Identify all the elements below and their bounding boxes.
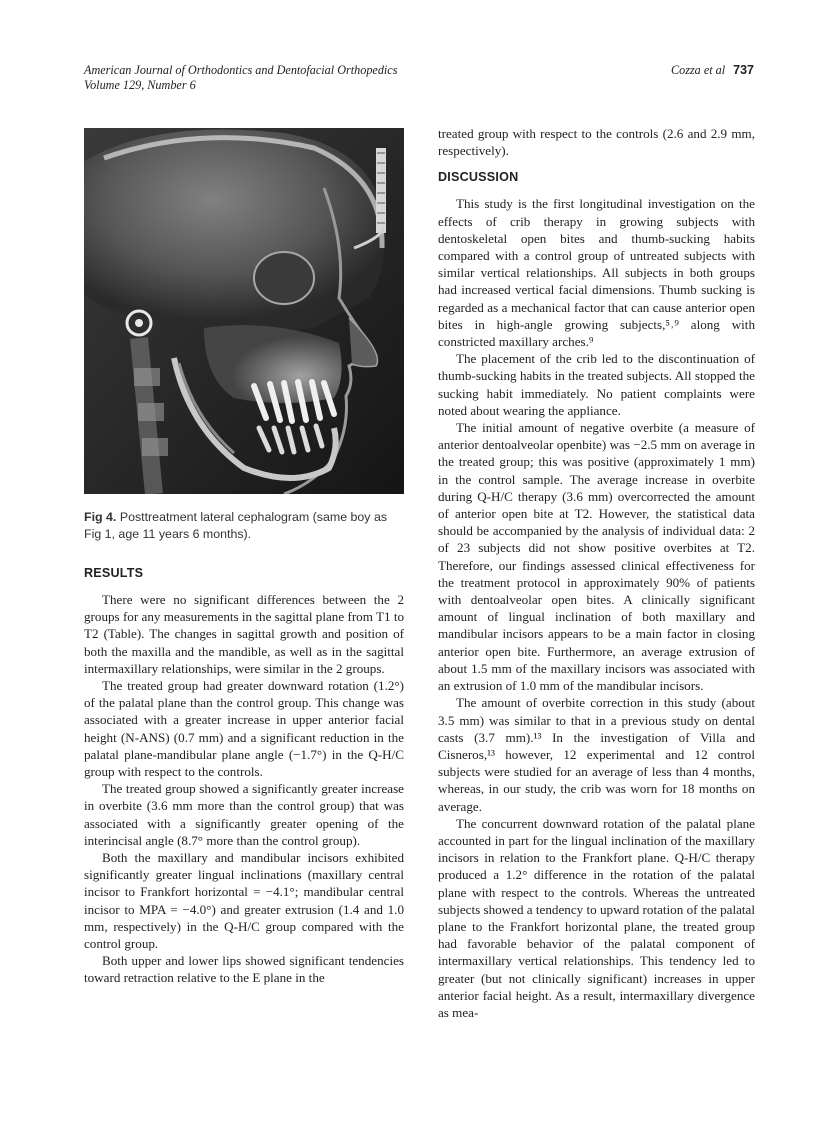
discussion-paragraph: The placement of the crib led to the discontinuation of thumb-sucking habits in the treated subjects. All stopped the sucking habit immediately. No patient complaints were noted about wearing the appliance. — [438, 351, 755, 418]
running-header-right — [671, 63, 754, 78]
running-header-left — [84, 63, 397, 93]
results-paragraph: The treated group had greater downward rotation (1.2°) of the palatal plane than the control group. This change was associated with a greater increase in upper anterior facial height (N-ANS) (0.7 mm) and a significant reduction in the palatal plane-mandibular plane angle (−1.7°) in the Q-H/C group with respect to the controls. — [84, 678, 404, 780]
results-heading: RESULTS — [84, 566, 144, 580]
right-column — [438, 125, 755, 1021]
discussion-heading: DISCUSSION — [438, 170, 519, 185]
discussion-paragraph: The initial amount of negative overbite (a measure of anterior dentoalveolar openbite) was −2.5 mm on average in the treated group; this was positive (approximately 1 mm) in the control sample. The average increase in overbite during Q-H/C therapy (3.6 mm) overcorrected the amount of anterior open bite at T2. However, the statistical data should be accompanied by the analysis of individual data: 2 of 23 subjects did not show positive overbites at T2. Therefore, our findings assessed clinical effectiveness for the treatment protocol in approximately 90% of patients with dentoalveolar open bites. A clinically significant amount of lingual inclination of both maxillary and mandibular incisors appears to be a main factor in closing anterior open bite. Furthermore, an average extrusion of about 1.5 mm of the maxillary incisors was associated with an extrusion of 1.0 mm of the mandibular incisors. — [438, 420, 755, 694]
page-number: 737 — [733, 63, 754, 77]
header-authors: Cozza et al — [670, 63, 726, 77]
figure-caption — [84, 509, 404, 542]
figure-label: Fig 4. — [84, 510, 117, 524]
figure-caption-text: Posttreatment lateral cephalogram (same boy as Fig 1, age 11 years 6 months). — [84, 510, 388, 541]
journal-volume: Volume 129, Number 6 — [84, 78, 196, 92]
cephalogram-figure — [84, 128, 404, 494]
discussion-paragraph: The amount of overbite correction in this study (about 3.5 mm) was similar to that in a previous study on dental casts (3.7 mm).¹³ In the investigation of Villa and Cisneros,¹³ however, 12 experimental and 12 control subjects were studied for an average of less than 4 months, whereas, in our study, the crib was worn for 18 months on average. — [438, 695, 755, 814]
results-paragraph: There were no significant differences between the 2 groups for any measurements in the sagittal plane from T1 to T2 (Table). The changes in sagittal growth and position of both the maxilla and the mandible, as well as in the sagittal intermaxillary relationships, were similar in the 2 groups. — [84, 592, 404, 676]
xray-image — [84, 128, 404, 494]
continuation-paragraph: treated group with respect to the controls (2.6 and 2.9 mm, respectively). — [438, 126, 755, 159]
discussion-paragraph: The concurrent downward rotation of the palatal plane accounted in part for the lingual inclination of the maxillary incisors in relation to the Frankfort plane. Q-H/C therapy produced a 1.2° difference in the rotation of the palatal plane with respect to the controls. Whereas the untreated subjects showed a tendency to upward rotation of the palatal plane to the Frankfort horizontal plane, the treated group had favorable behavior of the palatal component of intermaxillary vertical relationships. This tendency led to greater (but not clinically significant) increases in upper anterior facial height. As a result, intermaxillary divergence as mea- — [438, 815, 755, 1020]
journal-title: American Journal of Orthodontics and Dentofacial Orthopedics — [84, 63, 398, 77]
results-section — [84, 565, 404, 987]
discussion-paragraph: This study is the first longitudinal investigation on the effects of crib therapy in growing subjects with dentoskeletal open bites and thumb-sucking habits compared with a control group of untreated subjects with similar vertical relationships. All subjects in both groups had increased vertical facial dimensions. Thumb sucking is regarded as a mechanical factor that can cause anterior open bites in high-angle growing subjects,⁵˒⁹ along with constricted maxillary arches.⁹ — [438, 196, 755, 350]
results-paragraph: Both the maxillary and mandibular incisors exhibited significantly greater lingual inclinations (maxillary central incisor to Frankfort horizontal = −4.1°; mandibular central incisor to MPA = −4.0°) and greater extrusion (1.4 and 1.0 mm, respectively) in the Q-H/C group compared with the control group. — [84, 850, 404, 952]
results-paragraph: Both upper and lower lips showed significant tendencies toward retraction relative to the E plane in the — [84, 953, 404, 986]
results-paragraph: The treated group showed a significantly greater increase in overbite (3.6 mm more than the control group) that was associated with a significantly greater opening of the interincisal angle (8.7° more than the control group). — [84, 781, 404, 848]
